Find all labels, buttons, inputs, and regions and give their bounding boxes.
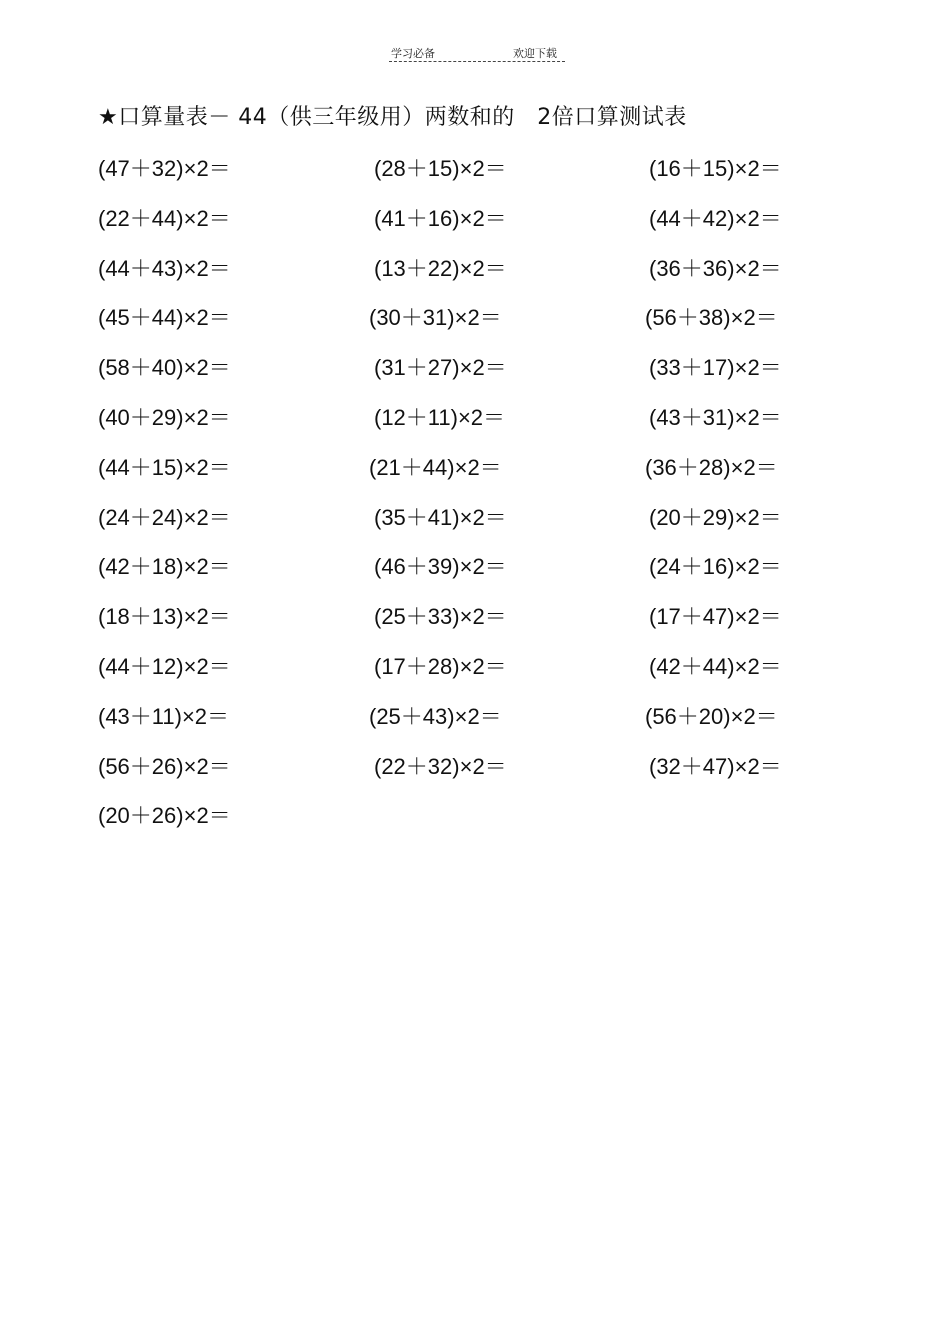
problem-item: (44＋15)×2＝ [98, 455, 231, 480]
problem-item: (56＋20)×2＝ [645, 704, 778, 729]
problem-item: (44＋42)×2＝ [649, 206, 782, 231]
problem-item: (47＋32)×2＝ [98, 156, 231, 181]
problem-item: (43＋31)×2＝ [649, 405, 782, 430]
problem-item: (17＋28)×2＝ [374, 654, 507, 679]
problem-item: (12＋11)×2＝ [374, 405, 506, 430]
problem-item: (28＋15)×2＝ [374, 156, 507, 181]
problem-item: (36＋28)×2＝ [645, 455, 778, 480]
problem-item: (13＋22)×2＝ [374, 256, 507, 281]
problem-item: (17＋47)×2＝ [649, 604, 782, 629]
problem-item: (46＋39)×2＝ [374, 554, 507, 579]
problem-item: (24＋24)×2＝ [98, 505, 231, 530]
problem-item: (42＋44)×2＝ [649, 654, 782, 679]
problem-item: (25＋33)×2＝ [374, 604, 507, 629]
problem-item: (24＋16)×2＝ [649, 554, 782, 579]
problem-item: (22＋44)×2＝ [98, 206, 231, 231]
header-left-text: 学习必备 [391, 47, 435, 60]
problem-item: (16＋15)×2＝ [649, 156, 782, 181]
worksheet-title: ★口算量表－ 44（供三年级用）两数和的 2倍口算测试表 [98, 105, 687, 130]
header-dashed-rule [389, 61, 565, 62]
problem-item: (56＋38)×2＝ [645, 305, 778, 330]
problem-item: (21＋44)×2＝ [369, 455, 502, 480]
problem-item: (20＋26)×2＝ [98, 803, 231, 828]
problem-item: (42＋18)×2＝ [98, 554, 231, 579]
problem-item: (30＋31)×2＝ [369, 305, 502, 330]
problem-item: (56＋26)×2＝ [98, 754, 231, 779]
problem-item: (18＋13)×2＝ [98, 604, 231, 629]
problem-item: (45＋44)×2＝ [98, 305, 231, 330]
problem-item: (25＋43)×2＝ [369, 704, 502, 729]
problem-item: (32＋47)×2＝ [649, 754, 782, 779]
header-right-text: 欢迎下载 [513, 47, 557, 60]
problem-item: (22＋32)×2＝ [374, 754, 507, 779]
problem-item: (33＋17)×2＝ [649, 355, 782, 380]
problem-item: (44＋43)×2＝ [98, 256, 231, 281]
problem-item: (58＋40)×2＝ [98, 355, 231, 380]
problem-item: (40＋29)×2＝ [98, 405, 231, 430]
problem-item: (41＋16)×2＝ [374, 206, 507, 231]
problem-item: (31＋27)×2＝ [374, 355, 507, 380]
problem-item: (35＋41)×2＝ [374, 505, 507, 530]
page-header [389, 45, 565, 65]
problem-item: (44＋12)×2＝ [98, 654, 231, 679]
problem-item: (43＋11)×2＝ [98, 704, 230, 729]
problem-item: (20＋29)×2＝ [649, 505, 782, 530]
problem-item: (36＋36)×2＝ [649, 256, 782, 281]
